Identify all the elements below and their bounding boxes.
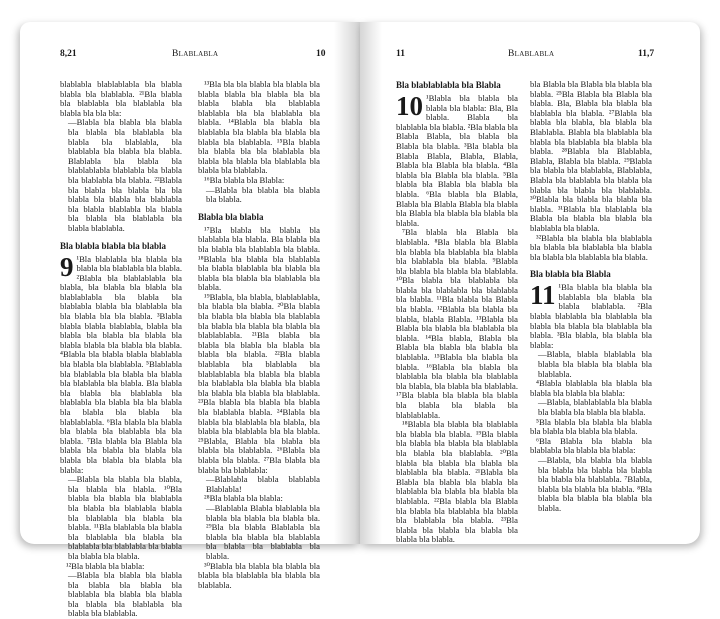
quote-paragraph: —Blabla bla blabla bla blabla bla blabla bla blablabla bla blabla bla blablabla, bla blablabla bla blabla bla blabla. Blablabla bla blabla bla blablablabla blablabla bla blabla bla blablabla bla blabla. ²²Blabla bla blabla bla blabla bla bla blabla bla blabla bla blablabla bla blabla blablabla bla blabla bla blabla bla blablabla bla blabla blablabla.: [68, 117, 182, 233]
quote-paragraph: —Blabla bla blabla bla blabla bla blabla bla blabla bla blablabla bla blabla bla blabla bla blabla bla blablabla bla blabla bla blablabla.: [68, 570, 182, 619]
paragraph: ³²Blabla bla blabla bla blablabla bla blabla bla blablabla bla blabla bla blabla bla blablabla bla blabla.: [530, 232, 652, 262]
left-page: [20, 22, 360, 619]
left-page-running-title: Blablabla: [172, 49, 219, 59]
chapter-number: 9: [60, 251, 74, 282]
quote-paragraph: —Blabla bla blabla bla blabla, bla blabla bla blabla. ¹⁰Bla blabla bla blabla bla blablabla bla blabla bla blablabla blabla bla blablabla bla blabla bla blabla. ¹¹Bla blablabla bla blabla bla blablabla bla blabla bla blablabla bla blablabla bla blabla bla blabla bla blabla.: [68, 474, 182, 561]
right-page-number: 11: [396, 49, 405, 59]
right-page-column-1: [396, 80, 518, 545]
paragraph: ¹³Bla bla bla blabla bla blabla bla blabla blabla bla blabla bla bla blabla blabla bla blablabla blablabla bla bla blablabla bla blabla. ¹⁴Blabla bla blabla bla blablabla bla blabla bla blabla bla blabla bla blablabla. ¹⁵Bla blabla bla blabla bla bla blablabla bla blabla bla blabla bla blablabla bla blabla bla blablabla.: [198, 79, 320, 176]
right-page: [360, 22, 700, 544]
section-heading: Blabla bla blabla: [198, 211, 264, 222]
section-heading: Bla blabla blabla bla blabla: [60, 240, 167, 251]
paragraph: ¹⁹Blabla, bla blabla, blablablabla, bla blabla bla blabla. ²⁰Bla blabla bla blabla bla blabla bla blablabla bla blabla bla blabla bla blabla bla blablablabla. ²¹Bla blabla bla blabla bla blabla bla blabla bla blabla bla blabla. ²²Bla blabla blablabla bla blablabla bla blablablabla bla blabla bla blabla bla blablabla bla blabla bla blabla bla blabla bla blabla bla blablabla. ²³Bla blabla bla blabla bla blabla bla blablabla blabla. ²⁴Blabla bla blabla bla blablabla bla blabla, bla blabla bla blablabla bla bla blabla. ²⁵Blabla, Blabla bla blabla bla blabla bla blablabla. ²⁶Blabla bla blabla bla blabla. ²⁷Bla blabla bla blabla bla blablabla:: [198, 291, 320, 475]
paragraph: ⁵Bla blabla bla blabla bla blabla bla blabla bla blabla bla blabla.: [530, 416, 652, 437]
section-heading: Bla blabla bla Blabla: [530, 269, 611, 280]
chapter-number: 11: [530, 280, 556, 311]
paragraph: ¹⁶Bla blabla bla Blabla:: [204, 174, 285, 185]
paragraph: ¹²Bla blabla bla blabla:: [66, 560, 145, 571]
quote-paragraph: —Blabla, blablablabla bla blabla bla blabla bla blabla bla blabla.: [538, 397, 652, 417]
quote-paragraph: —Blabla, bla blabla bla blabla bla blabla bla blabla bla blabla bla blabla bla blablabla. ⁷Blabla, blabla bla blabla bla blabla. ⁸Bla blabla bla blabla bla blabla bla blabla.: [538, 454, 652, 513]
paragraph: bla Blabla bla Blabla bla blabla bla blabla. ²⁵Bla Blabla bla Blabla bla blabla. Bla, Blabla bla blabla bla blablabla bla blabla. ²⁷Blabla bla blabla bla blabla, bla blabla bla Blablabla. Blabla bla blablabla bla blabla bla blablabla bla blabla bla blabla. ²⁸Blabla bla Blablabla, Blabla, Blabla bla blabla. ²⁹Blabla bla blabla bla blablabla, Blablabla, Blabla bla blablabla bla blabla bla blabla bla blabla bla blablabla. ³⁰Blabla bla blabla bla blabla bla blabla. ³¹Blabla bla blablabla bla Blabla bla blabla bla blabla bla blablabla bla blabla.: [530, 79, 652, 233]
paragraph: ³⁰Blabla bla blabla bla blabla bla blabla bla blablabla bla blabla bla blablabla.: [198, 560, 320, 590]
paragraph: ⁷Bla blabla bla Blabla bla blablabla. ⁸Bla blabla bla Blabla bla blabla bla blablabla bla blabla bla blablabla bla blabla. ⁹Blabla bla blabla bla blabla bla blablabla. ¹⁰Bla blabla bla blablabla bla blabla bla blablabla bla blablabla bla blabla. ¹¹Bla blabla bla Blabla bla blabla. ¹²Blabla bla blabla bla blabla, blabla Blabla. ¹³Blabla bla Blabla bla blabla bla blablabla bla blabla. ¹⁴Bla blabla, Blabla bla Blabla bla blabla bla blabla bla blablabla. ¹⁵Blabla bla blabla bla blabla. ¹⁶Blabla bla blabla bla blablabla bla blabla bla blablabla bla blabla, bla blabla bla blablabla. ¹⁷Bla blabla bla blabla bla blabla bla blabla bla blabla bla blablablabla.: [396, 227, 518, 420]
paragraph: ¹Blabla bla blabla bla blabla bla blabla: Bla, Bla blabla. Blabla bla blablabla bla blabla. ²Bla blabla bla Blabla Blabla, bla blabla bla Blabla bla blabla. ³Bla blabla bla Blabla Blabla, Blabla, Blabla, Blabla bla Blabla bla blabla. ⁴Bla blabla bla Blabla bla blabla. ⁵Bla blabla bla Blabla bla blabla bla blabla. ⁶Bla blabla bla Blabla, Blabla bla Blabla Blabla bla blabla bla Blabla bla blabla bla blabla bla blabla.: [396, 93, 518, 228]
paragraph: ⁴Blabla blablabla bla blabla bla blabla bla blabla bla blabla:: [530, 378, 652, 398]
left-page-column-2: [198, 80, 320, 590]
paragraph: ¹⁷Bla blabla bla blabla bla blablabla bla blabla. Bla blabla bla bla blabla bla blablabla bla blabla. ¹⁸Blabla bla blabla bla blablabla bla blabla blablabla bla blabla bla blabla bla blabla bla blablabla bla blabla.: [198, 224, 320, 293]
left-page-gutter-shadow: [334, 22, 360, 544]
left-page-chapter-ref: 8,21: [60, 49, 77, 59]
quote-paragraph: —Blablabla blabla blablabla Blablabla!: [206, 474, 320, 494]
paragraph: ⁶Bla Blabla bla blabla bla blablabla bla blabla bla blabla:: [530, 435, 652, 456]
right-page-column-2: [530, 80, 652, 514]
paragraph: ²⁸Bla blabla bla blabla:: [204, 493, 283, 504]
paragraph: ¹Bla blablabla bla blabla bla blabla bla blablabla bla blabla. ²Blabla bla blablablabla bla blabla, bla blabla bla blabla bla blablablabla bla blabla bla blablabla blabla bla blablabla bla bla blabla bla bla blabla. ³Blabla blabla blabla blablabla, blabla bla blabla bla blabla bla blabla bla blabla blabla bla blabla bla blabla. ⁴Blabla bla blabla blabla blablabla bla blabla bla blablabla. ⁵Blablabla bla blablabla bla blabla bla blabla bla blablabla bla blabla. Bla blabla bla blabla bla blablabla bla blablabla bla blabla bla bla blabla bla blabla bla blabla bla blablablabla. ⁶Bla blabla bla blabla bla blabla bla blablabla bla bla blabla. ⁷Bla blabla bla Blabla bla blabla bla blabla bla blabla bla blabla bla blabla bla blabla bla blabla:: [60, 253, 182, 475]
chapter-number: 10: [396, 91, 423, 121]
right-page-gutter-shadow: [360, 22, 382, 544]
left-page-number: 10: [316, 49, 326, 59]
quote-paragraph: —Blablabla Blabla blablabla bla blabla bla blabla bla blabla bla. ²⁹Bla bla blabla Blablabla bla blabla bla blabla bla blablabla bla blabla bla blablabla bla blabla.: [206, 502, 320, 561]
quote-paragraph: —Blabla, blabla blablabla bla blabla bla blabla bla blabla bla blablabla.: [538, 349, 652, 379]
quote-paragraph: —Blabla bla blabla bla blabla bla blabla.: [206, 184, 320, 205]
section-heading: Bla blablablabla bla Blabla: [396, 80, 501, 90]
left-page-header: [20, 49, 360, 61]
right-page-header: [360, 49, 700, 61]
paragraph: blablabla blablablabla bla blabla blabla bla blablabla. ²¹Bla blabla bla blablabla bla blablabla bla blabla bla bla bla:: [60, 79, 182, 118]
right-page-running-title: Blablabla: [508, 49, 555, 59]
right-page-chapter-ref: 11,7: [638, 49, 655, 59]
paragraph: ¹⁸Blabla bla blabla bla blablabla bla blabla bla blabla. ¹⁹Bla blabla bla blabla bla blabla bla blablabla bla blabla bla blablabla. ²⁰Bla blabla bla blabla bla blabla bla blablabla bla blabla. ²¹Blabla bla Blabla bla blabla bla blabla bla blablabla bla blabla bla blabla bla blablabla. ²²Bla blabla bla Blabla bla blabla bla blablabla bla blabla bla blablabla bla blabla. ²³Bla blabla bla blabla bla blabla bla blabla bla blabla.: [396, 419, 518, 545]
left-page-column-1: [60, 80, 182, 619]
paragraph: ¹Bla blabla bla blabla bla blablabla bla blabla bla blabla blablabla. ²Bla blabla blablabla bla blablabla bla blabla bla blabla bla blablabla bla blabla. ³Bla blabla, bla blabla bla blabla:: [530, 282, 652, 350]
